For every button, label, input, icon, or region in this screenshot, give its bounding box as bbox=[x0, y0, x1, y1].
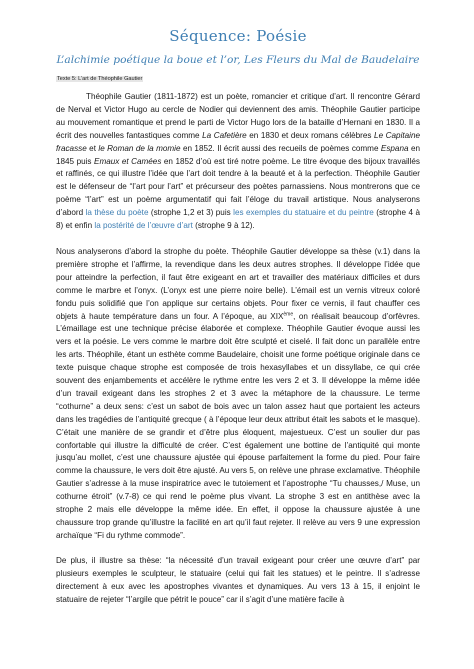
paragraph-strophe-analysis: Nous analyserons d’abord la strophe du poète. Théophile Gautier développe sa thèse (v.1) dans la première strophe et l’affirme, la revendique dans les deux autres strophes. Il développe l’idée que pour atteindre la perfection, il faut être exigeant en art et travailler des matériaux difficiles et durs comme le marbre et l’onyx. (L’onyx est une pierre noire belle). L’émail est un vernis vitreux coloré fondu puis solidifié que l’on applique sur certains objets. Pour fixer ce vernis, il faut chauffer ces objets à haute température dans un four. A l’époque, au XIXème, on réalisait beaucoup d’orfèvres. L’émaillage est une technique précise élaborée et complexe. Théophile Gautier évoque aussi les vers et la poésie. Le vers comme le marbre doit être sculpté et ciselé. Il fait donc un parallèle entre les arts. Théophile, étant un esthète comme Baudelaire, choisit une forme poétique originale dans ce texte puisque chaque strophe est composée de trois hexasyllabes et un dissyllabe, ce qui crée souvent des enjambements et accélère le rythme entre les vers 2 et 3. Il développe la même idée d’un travail exigeant dans les strophes 2 et 3 avec la métaphore de la chaussure. Le terme “cothurne” a deux sens: c’est un sabot de bois avec un talon assez haut que portaient les acteurs dans les tragédies de l’antiquité grecque ( à l’époque leur deux attribut était les sabots et le masque). C’était une manière de se grandir et d’être plus éloquent, majestueux. C’est un soulier dur pas confortable qui illustre la difficulté de créer. C’est également une bottine de l’antiquité qui monte jusqu’au mollet, c’est une chaussure ajustée qui épouse parfaitement la forme du pied. Pour faire comme la chaussure, le vers doit être ajusté. Au vers 5, on relève une phrase exclamative. Théophile Gautier s’adresse à la muse inspiratrice avec le tutoiement et l’apostrophe “Tu chausses,/ Muse, un cothurne étroit” (v.7-8) ce qui rend le poème plus vivant. La strophe 3 est en antithèse avec la strophe 2 mais elle développe la même idée. En effet, il oppose la chaussure ajustée à une chaussure trop grande qu’illustre la facilité en art qu’il faut rejeter. Il relève au vers 9 une expression archaïque “Fi du rythme commode”. bbox=[56, 246, 420, 540]
text-label-highlight: Texte 5: L’art de Théophile Gautier bbox=[57, 76, 143, 82]
page-title: Séquence: Poésie bbox=[169, 27, 307, 45]
paragraph-intro: Théophile Gautier (1811-1872) est un poète, romancier et critique d’art. Il rencontre Gérard de Nerval et Victor Hugo au cercle de Nodier qui deviennent des amis. Théophile Gautier participe au mouvement romantique et prend le parti de Victor Hugo lors de la bataille d’Hernani en 1830. Il a écrit des nouvelles fantastiques comme La Cafetière en 1830 et deux romans célèbres Le Capitaine fracasse et le Roman de la momie en 1852. Il écrit aussi des recueils de poèmes comme Espana en 1845 puis Emaux et Camées en 1852 d’où est tiré notre poème. Le titre évoque des bijoux travaillés et raffinés, ce qui illustre l’idée que l’art doit tendre à la beauté et à la perfection. Théophile Gautier est le défenseur de “l’art pour l’art” et précurseur des poètes parnassiens. Nous montrerons que ce poème “l’art” est un poème argumentatif qui fait l’éloge du travail artistique. Nous analyserons d’abord la thèse du poète (strophe 1,2 et 3) puis les exemples du statuaire et du peintre (strophe 4 à 8) et enfin la postérité de l’œuvre d’art (strophe 9 à 12). bbox=[56, 92, 421, 231]
text-label bbox=[56, 76, 420, 82]
link-posterite[interactable]: la postérité de l’œuvre d’art bbox=[94, 221, 193, 231]
page-subtitle: L’alchimie poétique la boue et l’or, Les Fleurs du Mal de Baudelaire bbox=[56, 54, 420, 66]
paragraph-examples: De plus, il illustre sa thèse: “la nécessité d’un travail exigeant pour créer une œuvre d’art” par plusieurs exemples le sculpteur, le statuaire (celui qui fait les statues) et le peintre. Il s’adresse directement à eux avec les apostrophes vivantes et dynamiques. Au vers 13 à 15, il enjoint le statuaire de rejeter “l’argile que pétrit le pouce” car il s’agit d’une matière facile à bbox=[56, 555, 420, 604]
link-these-du-poete[interactable]: la thèse du poète bbox=[85, 208, 149, 218]
link-exemples[interactable]: les exemples du statuaire et du peintre bbox=[233, 208, 374, 218]
